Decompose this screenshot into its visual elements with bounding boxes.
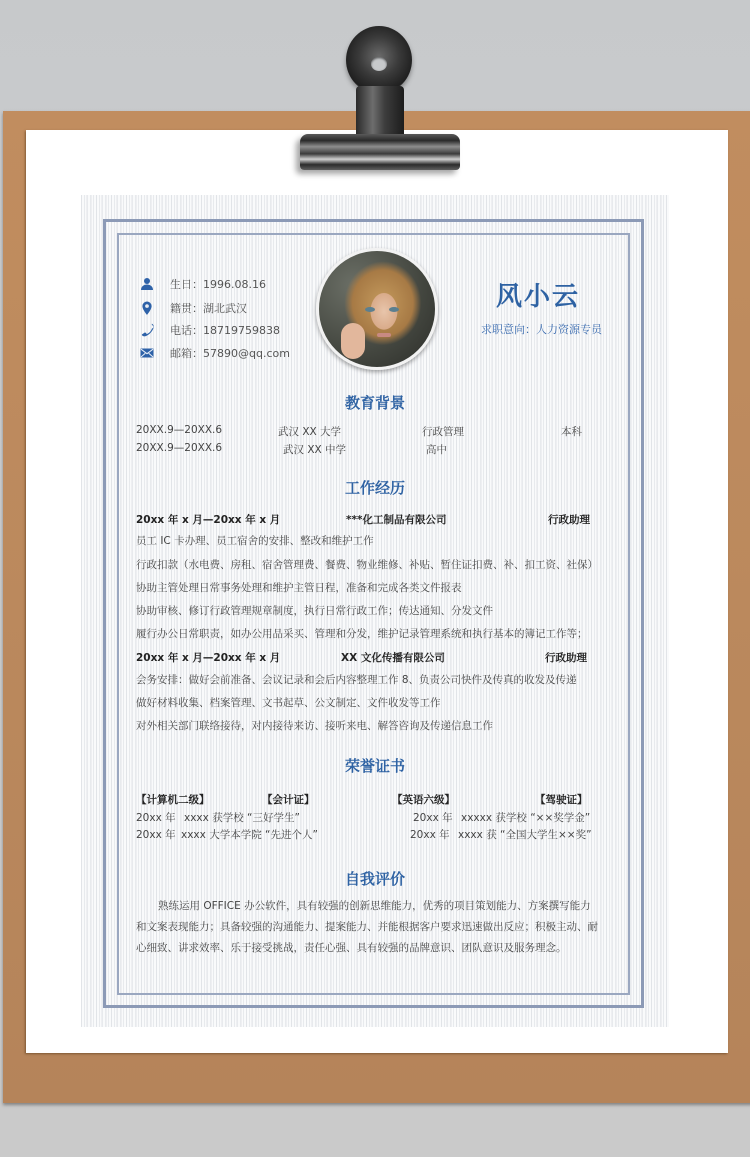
section-title-work: 工作经历 xyxy=(344,479,405,497)
award-right-2-text: xxxx 获 “全国大学生××奖” xyxy=(458,829,592,841)
award-right-2-year: 20xx 年 xyxy=(410,829,450,841)
info-hometown xyxy=(140,300,247,316)
job2-period: 20xx 年 x 月—20xx 年 x 月 xyxy=(136,652,281,664)
candidate-name: 风小云 xyxy=(496,282,581,312)
edu-period-1: 20XX.9—20XX.6 xyxy=(136,424,223,436)
award-right-1-text: xxxxx 获学校 “××奖学金” xyxy=(461,812,591,824)
job1-duty-1: 员工 IC 卡办理、员工宿舍的安排、整改和维护工作 xyxy=(136,535,374,547)
cert-accounting: 【会计证】 xyxy=(262,794,315,806)
avatar-eye-right xyxy=(389,307,399,312)
edu-school-2: 武汉 XX 中学 xyxy=(283,444,347,456)
job2-position: 行政助理 xyxy=(545,652,587,664)
cert-driving: 【驾驶证】 xyxy=(535,794,588,806)
job2-duty-2: 做好材料收集、档案管理、文书起草、公文制定、文件收发等工作 xyxy=(136,697,441,709)
edu-degree-1: 本科 xyxy=(561,426,582,438)
hometown-text: 籍贯：湖北武汉 xyxy=(170,302,247,315)
award-left-1-year: 20xx 年 xyxy=(136,812,176,824)
birthday-text: 生日：1996.08.16 xyxy=(170,278,266,291)
job2-company: XX 文化传播有限公司 xyxy=(341,652,445,664)
location-pin-icon xyxy=(140,301,154,315)
avatar xyxy=(316,248,438,370)
cert-english: 【英语六级】 xyxy=(392,794,455,806)
job1-period: 20xx 年 x 月—20xx 年 x 月 xyxy=(136,514,281,526)
award-left-2-text: xxxx 大学本学院 “先进个人” xyxy=(181,829,318,841)
avatar-lips xyxy=(377,333,391,337)
award-left-1-text: xxxx 获学校 “三好学生” xyxy=(184,812,300,824)
avatar-hand xyxy=(341,323,365,359)
award-left-2-year: 20xx 年 xyxy=(136,829,176,841)
job1-duty-2: 行政扣款（水电费、房租、宿舍管理费、餐费、物业维修、补贴、暂住证扣费、补、扣工资、社保） xyxy=(136,559,598,571)
self-eval-text: 熟练运用 OFFICE 办公软件，具有较强的创新思维能力，优秀的项目策划能力、方案撰写能力和文案表现能力；具备较强的沟通能力、提案能力、并能根据客户要求迅速做出反应；积极主动、耐心细致、讲求效率、乐于接受挑战，责任心强、具有较强的品牌意识、团队意识及服务理念。 xyxy=(136,900,598,954)
job1-duty-4: 协助审核、修订行政管理规章制度，执行日常行政工作；传达通知、分发文件 xyxy=(136,605,493,617)
cert-computer: 【计算机二级】 xyxy=(136,794,210,806)
job1-duty-5: 履行办公日常职责，如办公用品采买、管理和分发，维护记录管理系统和执行基本的簿记工作等； xyxy=(136,628,588,640)
mail-icon xyxy=(140,346,154,360)
job2-duty-1: 会务安排：做好会前准备、会议记录和会后内容整理工作 8、负责公司快件及传真的收发及传递 xyxy=(136,674,577,686)
phone-text: 电话：18719759838 xyxy=(170,324,280,337)
job2-duty-3: 对外相关部门联络接待，对内接待来访、接听来电、解答咨询及传递信息工作 xyxy=(136,720,493,732)
info-birthday xyxy=(140,276,266,292)
job-intent: 求职意向：人力资源专员 xyxy=(481,323,602,336)
edu-major-1: 行政管理 xyxy=(422,426,464,438)
edu-school-1: 武汉 XX 大学 xyxy=(278,426,342,438)
job1-position: 行政助理 xyxy=(548,514,590,526)
user-icon xyxy=(140,277,154,291)
phone-icon xyxy=(140,323,154,337)
section-title-self-eval: 自我评价 xyxy=(344,870,405,888)
email-text: 邮箱：57890@qq.com xyxy=(170,347,290,360)
award-right-1-year: 20xx 年 xyxy=(413,812,453,824)
edu-major-2: 高中 xyxy=(426,444,447,456)
section-title-education: 教育背景 xyxy=(344,394,405,412)
edu-period-2: 20XX.9—20XX.6 xyxy=(136,442,223,454)
info-email xyxy=(140,345,290,361)
avatar-eye-left xyxy=(365,307,375,312)
section-title-honors: 荣誉证书 xyxy=(344,757,405,775)
info-phone xyxy=(140,322,280,338)
job1-company: ***化工制品有限公司 xyxy=(346,514,447,526)
job1-duty-3: 协助主管处理日常事务处理和维护主管日程，准备和完成各类文件报表 xyxy=(136,582,462,594)
